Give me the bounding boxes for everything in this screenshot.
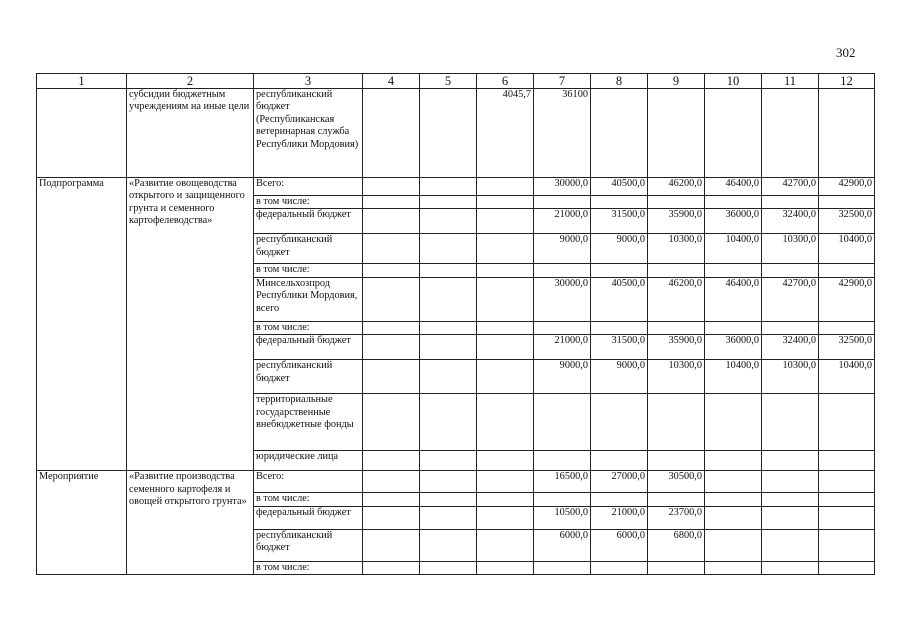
value-cell-col-7: 16500,0	[534, 471, 591, 493]
value-cell-col-12: 32500,0	[819, 335, 875, 360]
value-cell-col-12	[819, 506, 875, 529]
value-cell-col-7: 21000,0	[534, 335, 591, 360]
value-cell-col-9	[648, 394, 705, 451]
value-cell-col-10	[705, 89, 762, 178]
value-cell-col-8: 6000,0	[591, 529, 648, 561]
header-col-10: 10	[705, 74, 762, 89]
value-cell-col-10	[705, 493, 762, 506]
value-cell-col-5	[420, 394, 477, 451]
value-cell-col-10: 46400,0	[705, 178, 762, 196]
value-cell-col-11: 10300,0	[762, 234, 819, 264]
funding-source-cell: федеральный бюджет	[254, 209, 363, 234]
value-cell-col-6	[477, 529, 534, 561]
value-cell-col-4	[363, 506, 420, 529]
value-cell-col-8	[591, 394, 648, 451]
value-cell-col-8	[591, 561, 648, 574]
value-cell-col-7	[534, 394, 591, 451]
page-number: 302	[836, 45, 856, 60]
value-cell-col-7: 6000,0	[534, 529, 591, 561]
value-cell-col-4	[363, 321, 420, 334]
section-name-cell: субсидии бюджетным учреждениям на иные цели	[127, 89, 254, 178]
value-cell-col-4	[363, 89, 420, 178]
value-cell-col-5	[420, 506, 477, 529]
value-cell-col-11	[762, 196, 819, 209]
header-col-9: 9	[648, 74, 705, 89]
value-cell-col-10	[705, 451, 762, 471]
header-col-11: 11	[762, 74, 819, 89]
value-cell-col-11: 32400,0	[762, 209, 819, 234]
value-cell-col-11	[762, 493, 819, 506]
value-cell-col-6	[477, 471, 534, 493]
value-cell-col-11	[762, 394, 819, 451]
value-cell-col-11	[762, 506, 819, 529]
value-cell-col-5	[420, 89, 477, 178]
value-cell-col-8: 9000,0	[591, 360, 648, 394]
value-cell-col-9: 35900,0	[648, 209, 705, 234]
value-cell-col-11: 32400,0	[762, 335, 819, 360]
value-cell-col-5	[420, 561, 477, 574]
value-cell-col-4	[363, 209, 420, 234]
value-cell-col-8: 31500,0	[591, 335, 648, 360]
value-cell-col-11	[762, 89, 819, 178]
value-cell-col-9	[648, 264, 705, 277]
header-col-4: 4	[363, 74, 420, 89]
value-cell-col-7: 10500,0	[534, 506, 591, 529]
value-cell-col-11	[762, 561, 819, 574]
value-cell-col-8: 40500,0	[591, 277, 648, 321]
value-cell-col-9: 10300,0	[648, 234, 705, 264]
value-cell-col-9: 46200,0	[648, 178, 705, 196]
value-cell-col-6	[477, 178, 534, 196]
value-cell-col-12	[819, 561, 875, 574]
value-cell-col-7: 30000,0	[534, 178, 591, 196]
value-cell-col-12: 42900,0	[819, 277, 875, 321]
table-row	[37, 178, 875, 196]
value-cell-col-4	[363, 561, 420, 574]
value-cell-col-8: 31500,0	[591, 209, 648, 234]
value-cell-col-12: 32500,0	[819, 209, 875, 234]
value-cell-col-7: 9000,0	[534, 360, 591, 394]
value-cell-col-4	[363, 493, 420, 506]
value-cell-col-12	[819, 451, 875, 471]
value-cell-col-4	[363, 178, 420, 196]
value-cell-col-7	[534, 493, 591, 506]
value-cell-col-6	[477, 506, 534, 529]
value-cell-col-9	[648, 451, 705, 471]
value-cell-col-8	[591, 89, 648, 178]
value-cell-col-6	[477, 451, 534, 471]
value-cell-col-4	[363, 394, 420, 451]
value-cell-col-4	[363, 335, 420, 360]
value-cell-col-7: 9000,0	[534, 234, 591, 264]
value-cell-col-5	[420, 196, 477, 209]
value-cell-col-6	[477, 209, 534, 234]
value-cell-col-6	[477, 234, 534, 264]
value-cell-col-10: 10400,0	[705, 360, 762, 394]
funding-source-cell: в том числе:	[254, 493, 363, 506]
value-cell-col-4	[363, 471, 420, 493]
value-cell-col-4	[363, 277, 420, 321]
funding-source-cell: территориальные государственные внебюджетные фонды	[254, 394, 363, 451]
funding-source-cell: в том числе:	[254, 264, 363, 277]
value-cell-col-9	[648, 561, 705, 574]
section-type-cell: Мероприятие	[37, 471, 127, 575]
value-cell-col-10	[705, 561, 762, 574]
value-cell-col-11	[762, 451, 819, 471]
value-cell-col-10: 36000,0	[705, 335, 762, 360]
value-cell-col-12: 42900,0	[819, 178, 875, 196]
section-type-cell: Подпрограмма	[37, 178, 127, 471]
value-cell-col-7	[534, 196, 591, 209]
value-cell-col-5	[420, 178, 477, 196]
value-cell-col-5	[420, 335, 477, 360]
value-cell-col-12	[819, 529, 875, 561]
value-cell-col-8: 27000,0	[591, 471, 648, 493]
funding-source-cell: республиканский бюджет	[254, 529, 363, 561]
value-cell-col-11: 42700,0	[762, 277, 819, 321]
value-cell-col-10: 10400,0	[705, 234, 762, 264]
value-cell-col-9	[648, 196, 705, 209]
value-cell-col-8	[591, 321, 648, 334]
value-cell-col-8: 9000,0	[591, 234, 648, 264]
value-cell-col-12	[819, 321, 875, 334]
section-name-cell: «Развитие овощеводства открытого и защищенного грунта и семенного картофелеводства»	[127, 178, 254, 471]
value-cell-col-6	[477, 196, 534, 209]
value-cell-col-9	[648, 321, 705, 334]
header-col-2: 2	[127, 74, 254, 89]
value-cell-col-7	[534, 451, 591, 471]
value-cell-col-12: 10400,0	[819, 360, 875, 394]
value-cell-col-12	[819, 471, 875, 493]
value-cell-col-4	[363, 196, 420, 209]
value-cell-col-7	[534, 561, 591, 574]
value-cell-col-6	[477, 394, 534, 451]
value-cell-col-6	[477, 561, 534, 574]
header-col-7: 7	[534, 74, 591, 89]
value-cell-col-4	[363, 360, 420, 394]
value-cell-col-7	[534, 321, 591, 334]
value-cell-col-8	[591, 451, 648, 471]
section-type-cell	[37, 89, 127, 178]
value-cell-col-6	[477, 277, 534, 321]
value-cell-col-11	[762, 471, 819, 493]
value-cell-col-5	[420, 264, 477, 277]
value-cell-col-5	[420, 529, 477, 561]
funding-source-cell: федеральный бюджет	[254, 335, 363, 360]
value-cell-col-12	[819, 394, 875, 451]
header-col-3: 3	[254, 74, 363, 89]
value-cell-col-7	[534, 264, 591, 277]
value-cell-col-11	[762, 321, 819, 334]
value-cell-col-11: 10300,0	[762, 360, 819, 394]
header-col-6: 6	[477, 74, 534, 89]
header-col-1: 1	[37, 74, 127, 89]
value-cell-col-5	[420, 493, 477, 506]
table-row	[37, 89, 875, 178]
funding-source-cell: в том числе:	[254, 561, 363, 574]
value-cell-col-9: 10300,0	[648, 360, 705, 394]
value-cell-col-8	[591, 196, 648, 209]
funding-source-cell: Минсельхозпрод Республики Мордовия, всего	[254, 277, 363, 321]
header-row	[37, 74, 875, 89]
funding-source-cell: Всего:	[254, 471, 363, 493]
funding-source-cell: в том числе:	[254, 196, 363, 209]
funding-source-cell: Всего:	[254, 178, 363, 196]
header-col-12: 12	[819, 74, 875, 89]
value-cell-col-5	[420, 360, 477, 394]
value-cell-col-10	[705, 264, 762, 277]
header-col-5: 5	[420, 74, 477, 89]
section-name-cell: «Развитие производства семенного картофеля и овощей открытого грунта»	[127, 471, 254, 575]
value-cell-col-6	[477, 264, 534, 277]
value-cell-col-8: 40500,0	[591, 178, 648, 196]
value-cell-col-12	[819, 264, 875, 277]
value-cell-col-10	[705, 321, 762, 334]
value-cell-col-5	[420, 234, 477, 264]
value-cell-col-8	[591, 493, 648, 506]
value-cell-col-9: 35900,0	[648, 335, 705, 360]
value-cell-col-10: 46400,0	[705, 277, 762, 321]
value-cell-col-10	[705, 506, 762, 529]
value-cell-col-10	[705, 394, 762, 451]
value-cell-col-9: 23700,0	[648, 506, 705, 529]
value-cell-col-4	[363, 529, 420, 561]
funding-source-cell: юридические лица	[254, 451, 363, 471]
value-cell-col-6	[477, 493, 534, 506]
value-cell-col-10	[705, 196, 762, 209]
value-cell-col-4	[363, 234, 420, 264]
value-cell-col-6	[477, 335, 534, 360]
value-cell-col-11	[762, 529, 819, 561]
value-cell-col-5	[420, 321, 477, 334]
value-cell-col-10	[705, 471, 762, 493]
value-cell-col-5	[420, 277, 477, 321]
value-cell-col-11: 42700,0	[762, 178, 819, 196]
value-cell-col-8: 21000,0	[591, 506, 648, 529]
value-cell-col-4	[363, 264, 420, 277]
value-cell-col-10: 36000,0	[705, 209, 762, 234]
value-cell-col-5	[420, 451, 477, 471]
value-cell-col-6	[477, 360, 534, 394]
value-cell-col-6	[477, 321, 534, 334]
funding-source-cell: республиканский бюджет	[254, 360, 363, 394]
value-cell-col-9: 6800,0	[648, 529, 705, 561]
value-cell-col-12	[819, 493, 875, 506]
value-cell-col-9	[648, 493, 705, 506]
value-cell-col-9: 30500,0	[648, 471, 705, 493]
funding-source-cell: республиканский бюджет (Республиканская ветеринарная служба Республики Мордовия)	[254, 89, 363, 178]
value-cell-col-7: 36100	[534, 89, 591, 178]
value-cell-col-4	[363, 451, 420, 471]
value-cell-col-9: 46200,0	[648, 277, 705, 321]
funding-source-cell: в том числе:	[254, 321, 363, 334]
value-cell-col-12	[819, 196, 875, 209]
value-cell-col-7: 30000,0	[534, 277, 591, 321]
funding-source-cell: республиканский бюджет	[254, 234, 363, 264]
value-cell-col-11	[762, 264, 819, 277]
value-cell-col-6: 4045,7	[477, 89, 534, 178]
value-cell-col-9	[648, 89, 705, 178]
value-cell-col-5	[420, 209, 477, 234]
value-cell-col-7: 21000,0	[534, 209, 591, 234]
value-cell-col-12: 10400,0	[819, 234, 875, 264]
funding-source-cell: федеральный бюджет	[254, 506, 363, 529]
header-col-8: 8	[591, 74, 648, 89]
budget-table	[36, 73, 875, 575]
table-row	[37, 471, 875, 493]
value-cell-col-10	[705, 529, 762, 561]
value-cell-col-12	[819, 89, 875, 178]
value-cell-col-5	[420, 471, 477, 493]
value-cell-col-8	[591, 264, 648, 277]
